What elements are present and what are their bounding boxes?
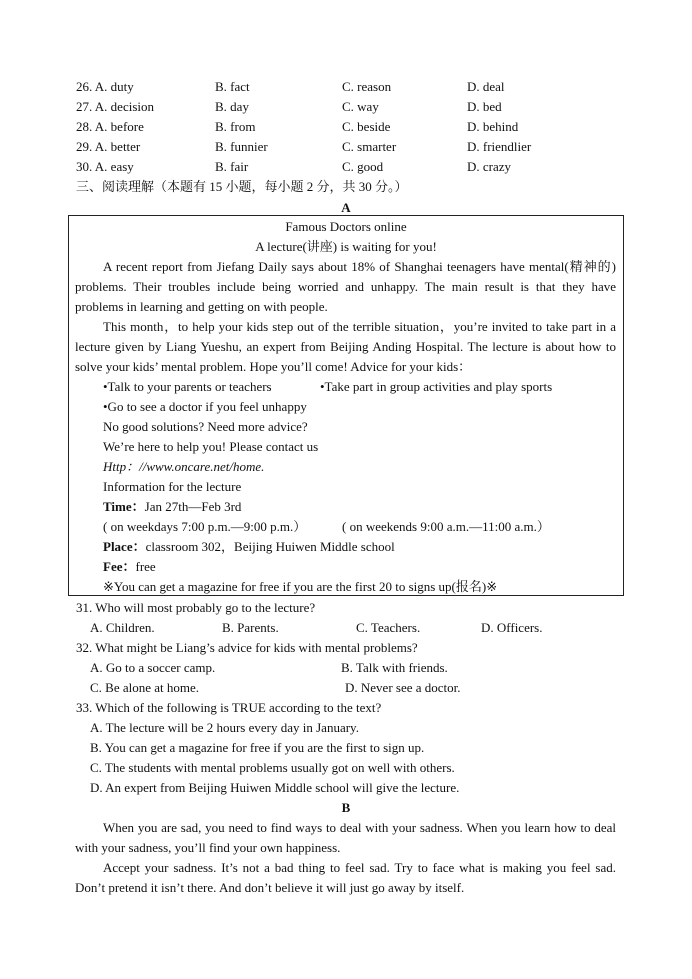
weekday-hours: ( on weekdays 7:00 p.m.—9:00 p.m.） (103, 519, 307, 534)
option-d: D. crazy (467, 159, 512, 174)
q33-option-b: B. You can get a magazine for free if you are the first to sign up. (90, 740, 425, 755)
q32-option-d: D. Never see a doctor. (345, 680, 461, 695)
website-link: Http：//www.oncare.net/home. (103, 459, 265, 474)
solutions-line: No good solutions? Need more advice? (103, 419, 308, 434)
option-a: 26. A. duty (76, 79, 134, 94)
q33-option-a: A. The lecture will be 2 hours every day in January. (90, 720, 359, 735)
time-value: Jan 27th—Feb 3rd (144, 499, 242, 514)
question-33: 33. Which of the following is TRUE according to the text? (76, 700, 382, 715)
q32-option-a: A. Go to a soccer camp. (90, 660, 216, 675)
weekend-hours: ( on weekends 9:00 a.m.—11:00 a.m.） (342, 519, 550, 534)
option-b: B. from (215, 119, 256, 134)
q33-option-d: D. An expert from Beijing Huiwen Middle school will give the lecture. (90, 780, 460, 795)
time-label: Time： (103, 499, 145, 514)
q31-option-a: A. Children. (90, 620, 155, 635)
option-c: C. beside (342, 119, 391, 134)
passage-b-paragraph-2: Accept your sadness. It’s not a bad thing to feel sad. Try to face what is making you feel sad. Don’t pretend it isn’t there. And don’t believe it will just go away by itself. (75, 860, 616, 895)
q31-option-d: D. Officers. (481, 620, 543, 635)
option-c: C. smarter (342, 139, 397, 154)
q31-option-c: C. Teachers. (356, 620, 421, 635)
passage-a-paragraph-1: A recent report from Jiefang Daily says about 18% of Shanghai teenagers have mental(精神的) problems. Their troubles include being worried and unhappy. The main result is that they have problems in learning and getting on with people. (75, 259, 616, 314)
passage-b-paragraph-1: When you are sad, you need to find ways to deal with your sadness. When you learn how to deal with your sadness, you’ll find your own happiness. (75, 820, 616, 855)
option-a: 27. A. decision (76, 99, 154, 114)
option-a: 28. A. before (76, 119, 144, 134)
contact-line: We’re here to help you! Please contact us (103, 439, 319, 454)
option-c: C. reason (342, 79, 392, 94)
fee-label: Fee： (103, 559, 136, 574)
info-heading: Information for the lecture (103, 479, 242, 494)
fee-line (103, 557, 156, 577)
option-a: 29. A. better (76, 139, 141, 154)
passage-a-label: A (341, 200, 351, 215)
option-a: 30. A. easy (76, 159, 134, 174)
advice-item: •Go to see a doctor if you feel unhappy (103, 399, 307, 414)
option-d: D. deal (467, 79, 505, 94)
time-line (103, 497, 241, 517)
question-31: 31. Who will most probably go to the lecture? (76, 600, 316, 615)
option-b: B. fact (215, 79, 250, 94)
passage-a-paragraph-2: This month，to help your kids step out of the terrible situation，you’re invited to take part in a lecture given by Liang Yueshu, an expert from Beijing Anding Hospital. The lecture is about how to solve your kids’ mental problem. Hope you’ll come! Advice for your kids： (75, 319, 616, 374)
place-value: classroom 302，Beijing Huiwen Middle school (145, 539, 395, 554)
option-c: C. way (342, 99, 379, 114)
notice-subtitle: A lecture(讲座) is waiting for you! (255, 239, 437, 254)
option-b: B. fair (215, 159, 249, 174)
option-c: C. good (342, 159, 384, 174)
place-label: Place： (103, 539, 146, 554)
option-b: B. day (215, 99, 249, 114)
q32-option-c: C. Be alone at home. (90, 680, 200, 695)
q32-option-b: B. Talk with friends. (341, 660, 448, 675)
section-heading: 三、阅读理解（本题有 15 小题，每小题 2 分，共 30 分。） (76, 179, 408, 194)
option-b: B. funnier (215, 139, 268, 154)
fee-value: free (135, 559, 156, 574)
notice-title: Famous Doctors online (285, 219, 407, 234)
advice-item: •Take part in group activities and play sports (320, 379, 553, 394)
magazine-note: ※You can get a magazine for free if you are the first 20 to signs up(报名)※ (103, 579, 498, 594)
place-line (103, 537, 395, 557)
advice-item: •Talk to your parents or teachers (103, 379, 272, 394)
passage-b-label: B (341, 800, 351, 815)
option-d: D. bed (467, 99, 502, 114)
option-d: D. behind (467, 119, 519, 134)
q33-option-c: C. The students with mental problems usually got on well with others. (90, 760, 455, 775)
option-d: D. friendlier (467, 139, 532, 154)
q31-option-b: B. Parents. (222, 620, 279, 635)
question-32: 32. What might be Liang’s advice for kids with mental problems? (76, 640, 418, 655)
